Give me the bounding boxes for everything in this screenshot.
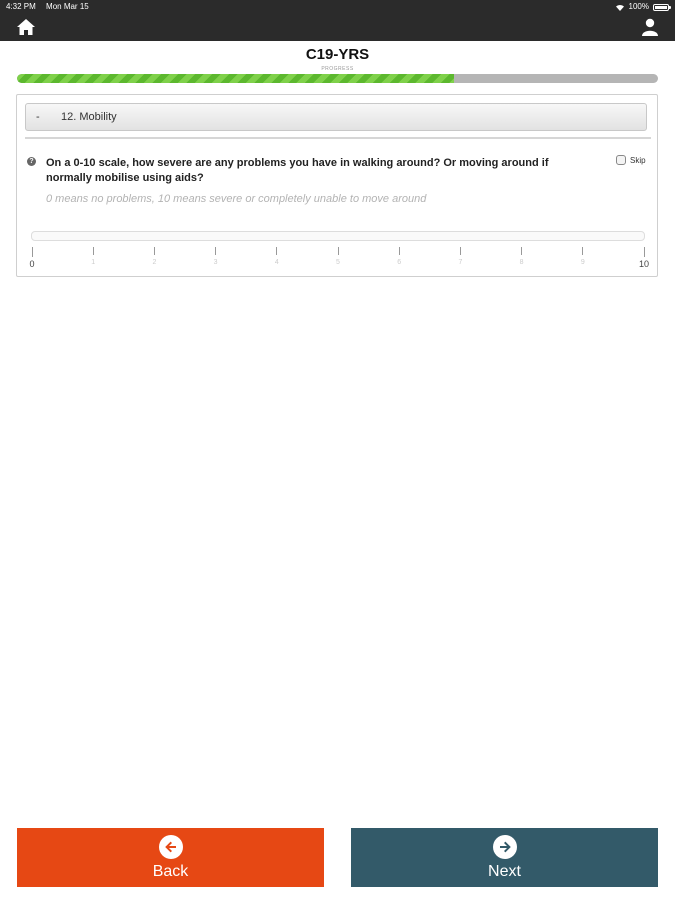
battery-icon bbox=[653, 4, 669, 11]
user-icon[interactable] bbox=[641, 18, 659, 36]
next-label: Next bbox=[488, 863, 521, 880]
next-button[interactable] bbox=[351, 828, 658, 887]
arrow-right-icon bbox=[493, 835, 517, 859]
tick-label: 9 bbox=[580, 259, 585, 266]
progress-label: PROGRESS bbox=[321, 66, 354, 72]
slider-tick bbox=[22, 247, 42, 269]
question-text: On a 0-10 scale, how severe are any problems you have in walking around? Or moving around if normally mobilise using aids? bbox=[46, 157, 549, 184]
home-icon[interactable] bbox=[16, 18, 36, 36]
tick-label: 7 bbox=[458, 259, 463, 266]
help-icon[interactable]: ? bbox=[27, 157, 36, 166]
section-title: 12. Mobility bbox=[61, 111, 117, 123]
battery-percent: 100% bbox=[628, 2, 649, 11]
section-header[interactable] bbox=[25, 103, 647, 131]
slider-ticks bbox=[29, 247, 649, 273]
progress-fill bbox=[17, 74, 454, 83]
tick-label: 2 bbox=[152, 259, 157, 266]
nav-bar bbox=[0, 14, 675, 41]
skip-label: Skip bbox=[630, 155, 646, 165]
tick-label: 3 bbox=[213, 259, 218, 266]
slider-tick bbox=[206, 247, 226, 266]
progress-bar bbox=[17, 74, 658, 83]
slider-tick bbox=[389, 247, 409, 266]
question-hint: 0 means no problems, 10 means severe or completely unable to move around bbox=[46, 193, 427, 205]
slider-tick bbox=[634, 247, 654, 269]
back-label: Back bbox=[152, 863, 189, 880]
tick-label: 6 bbox=[397, 259, 402, 266]
skip-checkbox[interactable] bbox=[616, 155, 646, 165]
slider-tick bbox=[144, 247, 164, 266]
tick-label: 8 bbox=[519, 259, 524, 266]
slider-tick bbox=[83, 247, 103, 266]
divider bbox=[25, 137, 651, 139]
status-date: Mon Mar 15 bbox=[46, 2, 89, 11]
checkbox-icon[interactable] bbox=[616, 155, 626, 165]
tick-label: 10 bbox=[638, 259, 649, 269]
status-bar bbox=[0, 0, 675, 14]
tick-label: 1 bbox=[91, 259, 96, 266]
severity-slider[interactable] bbox=[31, 231, 645, 241]
page-title: C19-YRS bbox=[305, 46, 370, 63]
slider-tick bbox=[450, 247, 470, 266]
tick-label: 4 bbox=[274, 259, 279, 266]
slider-tick bbox=[573, 247, 593, 266]
slider-tick bbox=[512, 247, 532, 266]
back-button[interactable] bbox=[17, 828, 324, 887]
tick-label: 5 bbox=[336, 259, 340, 266]
question-panel bbox=[16, 94, 658, 277]
status-time: 4:32 PM bbox=[6, 2, 36, 11]
slider-tick bbox=[328, 247, 348, 266]
arrow-left-icon bbox=[159, 835, 183, 859]
wifi-icon bbox=[615, 3, 625, 11]
collapse-toggle[interactable]: - bbox=[36, 111, 40, 123]
tick-label: 0 bbox=[29, 259, 35, 269]
slider-tick bbox=[267, 247, 287, 266]
